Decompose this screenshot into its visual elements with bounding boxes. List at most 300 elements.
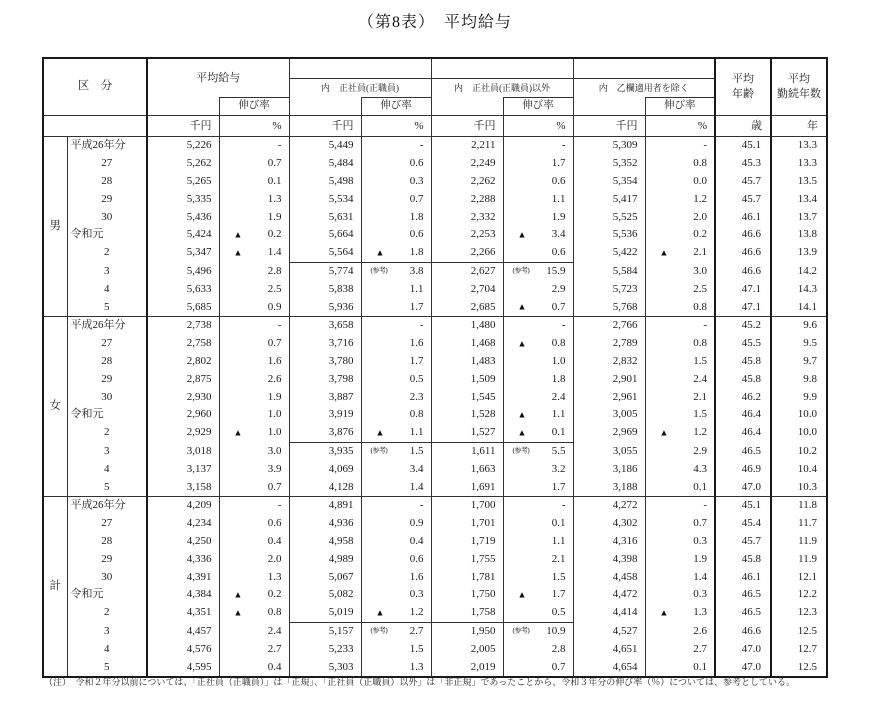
growth-rate-cell: [503, 478, 573, 496]
amount-cell: 5,347: [147, 244, 219, 262]
average-age-cell: 47.0: [715, 478, 771, 496]
table-row: [43, 586, 827, 604]
growth-rate-value: 1.1: [409, 282, 424, 295]
page-title: （第8表） 平均給与: [357, 14, 512, 31]
growth-rate-cell: [361, 370, 431, 388]
amount-cell: 1,527: [431, 424, 503, 442]
header-growth-rate-3: 伸び率: [503, 98, 573, 116]
amount-cell: 4,651: [573, 640, 645, 658]
group-label: 計: [43, 496, 67, 676]
amount-cell: 2,875: [147, 370, 219, 388]
header-open-cell: [289, 98, 361, 116]
growth-rate-value: -: [419, 499, 424, 512]
amount-cell: 4,576: [147, 640, 219, 658]
growth-rate-value: 1.7: [409, 354, 424, 367]
reference-mark: (参考): [512, 266, 530, 275]
growth-rate-value: 2.9: [551, 282, 566, 295]
amount-cell: 4,302: [573, 515, 645, 533]
header-growth-rate-1: 伸び率: [219, 98, 289, 116]
growth-rate-cell: [219, 388, 289, 406]
average-service-cell: 12.3: [771, 604, 827, 622]
unit-label: 千円: [147, 116, 219, 137]
growth-rate-cell: [503, 533, 573, 551]
growth-rate-cell: [361, 226, 431, 244]
growth-rate-value: 1.0: [267, 408, 282, 421]
negative-triangle-mark: ▲: [517, 589, 527, 600]
growth-rate-cell: [219, 460, 289, 478]
amount-cell: 3,055: [573, 442, 645, 460]
table-row: [43, 335, 827, 353]
growth-rate-value: -: [703, 499, 707, 512]
growth-rate-value: 1.7: [409, 300, 424, 313]
average-service-cell: 13.3: [771, 137, 827, 155]
growth-rate-value: 4.3: [693, 462, 707, 475]
amount-cell: 5,262: [147, 155, 219, 173]
year-cell: 28: [67, 533, 147, 551]
growth-rate-cell: [219, 424, 289, 442]
average-age-cell: 47.0: [715, 640, 771, 658]
header-gap-nonregular: [431, 58, 573, 79]
growth-rate-value: 1.1: [551, 408, 566, 421]
negative-triangle-mark: ▲: [233, 589, 243, 600]
growth-rate-value: 1.7: [551, 480, 566, 493]
average-service-cell: 11.9: [771, 533, 827, 551]
growth-rate-value: 0.6: [409, 228, 424, 241]
unit-label: %: [361, 116, 431, 137]
amount-cell: 4,654: [573, 658, 645, 677]
growth-rate-cell: [503, 388, 573, 406]
growth-rate-cell: [503, 335, 573, 353]
reference-mark: (参考): [370, 626, 388, 635]
amount-cell: 4,527: [573, 622, 645, 640]
growth-rate-cell: [503, 442, 573, 460]
year-cell: 令和元: [67, 406, 147, 424]
growth-rate-value: 3.0: [693, 264, 707, 277]
average-service-cell: 9.6: [771, 316, 827, 334]
year-cell: 平成26年分: [67, 496, 147, 514]
growth-rate-value: 2.4: [551, 390, 566, 403]
year-cell: 27: [67, 515, 147, 533]
growth-rate-cell: [361, 515, 431, 533]
growth-rate-cell: [219, 370, 289, 388]
amount-cell: 4,958: [289, 533, 361, 551]
reference-mark: (参考): [512, 446, 530, 455]
average-service-cell: 10.4: [771, 460, 827, 478]
average-service-cell: 11.8: [771, 496, 827, 514]
amount-cell: 5,534: [289, 190, 361, 208]
growth-rate-value: 2.8: [267, 264, 282, 277]
average-service-cell: 13.5: [771, 173, 827, 191]
table-row: [43, 353, 827, 371]
amount-cell: 2,738: [147, 316, 219, 334]
amount-cell: 2,253: [431, 226, 503, 244]
growth-rate-value: 1.3: [267, 192, 282, 205]
amount-cell: 2,930: [147, 388, 219, 406]
average-age-cell: 45.8: [715, 550, 771, 568]
table-row: [43, 442, 827, 460]
growth-rate-value: 2.6: [693, 624, 707, 637]
amount-cell: 5,633: [147, 280, 219, 298]
growth-rate-value: 0.0: [693, 174, 707, 187]
growth-rate-cell: [219, 604, 289, 622]
growth-rate-cell: [361, 353, 431, 371]
table-row: [43, 533, 827, 551]
growth-rate-cell: [645, 496, 715, 514]
growth-rate-value: 2.1: [693, 390, 707, 403]
growth-rate-cell: [361, 496, 431, 514]
growth-rate-cell: [645, 280, 715, 298]
header-gap-regular: [289, 58, 431, 79]
growth-rate-cell: [645, 460, 715, 478]
amount-cell: 4,989: [289, 550, 361, 568]
growth-rate-cell: [503, 173, 573, 191]
amount-cell: 5,496: [147, 262, 219, 280]
growth-rate-value: 0.1: [693, 480, 707, 493]
growth-rate-cell: [361, 262, 431, 280]
unit-label: 年: [771, 116, 827, 137]
growth-rate-value: 0.6: [551, 174, 566, 187]
growth-rate-value: 2.3: [409, 390, 424, 403]
average-age-cell: 45.5: [715, 335, 771, 353]
amount-cell: 1,781: [431, 568, 503, 586]
units-row: [43, 116, 827, 137]
growth-rate-cell: [219, 280, 289, 298]
average-service-cell: 12.5: [771, 622, 827, 640]
amount-cell: 2,211: [431, 137, 503, 155]
amount-cell: 4,414: [573, 604, 645, 622]
year-cell: 4: [67, 280, 147, 298]
amount-cell: 1,950: [431, 622, 503, 640]
growth-rate-cell: [219, 137, 289, 155]
average-age-cell: 45.3: [715, 155, 771, 173]
growth-rate-value: 3.9: [267, 462, 282, 475]
growth-rate-cell: [503, 622, 573, 640]
amount-cell: 1,611: [431, 442, 503, 460]
table-row: [43, 208, 827, 226]
year-cell: 30: [67, 208, 147, 226]
negative-triangle-mark: ▲: [233, 427, 243, 438]
amount-cell: 5,936: [289, 298, 361, 316]
amount-cell: 2,704: [431, 280, 503, 298]
growth-rate-value: 0.7: [551, 660, 566, 673]
growth-rate-value: 1.3: [693, 606, 707, 619]
average-service-cell: 11.7: [771, 515, 827, 533]
growth-rate-cell: [645, 604, 715, 622]
growth-rate-value: -: [419, 139, 424, 152]
amount-cell: 5,774: [289, 262, 361, 280]
average-service-cell: 12.2: [771, 586, 827, 604]
growth-rate-cell: [361, 280, 431, 298]
amount-cell: 5,484: [289, 155, 361, 173]
growth-rate-value: 0.8: [693, 300, 707, 313]
table-row: [43, 280, 827, 298]
average-age-cell: 45.8: [715, 353, 771, 371]
growth-rate-cell: [361, 622, 431, 640]
amount-cell: 2,960: [147, 406, 219, 424]
growth-rate-value: -: [703, 319, 707, 332]
growth-rate-value: 2.4: [693, 372, 707, 385]
growth-rate-value: 1.3: [409, 660, 424, 673]
average-age-cell: 45.2: [715, 316, 771, 334]
growth-rate-value: 1.6: [267, 354, 282, 367]
growth-rate-cell: [503, 640, 573, 658]
year-cell: 5: [67, 658, 147, 677]
growth-rate-value: 0.4: [267, 534, 282, 547]
growth-rate-cell: [503, 280, 573, 298]
amount-cell: 3,780: [289, 353, 361, 371]
growth-rate-value: -: [703, 139, 707, 152]
average-age-cell: 46.6: [715, 262, 771, 280]
average-age-cell: 46.5: [715, 442, 771, 460]
growth-rate-cell: [361, 137, 431, 155]
growth-rate-cell: [645, 586, 715, 604]
growth-rate-cell: [361, 586, 431, 604]
growth-rate-cell: [361, 406, 431, 424]
amount-cell: 4,272: [573, 496, 645, 514]
amount-cell: 5,436: [147, 208, 219, 226]
amount-cell: 1,758: [431, 604, 503, 622]
average-service-line1: 平均: [788, 73, 810, 86]
growth-rate-value: 0.9: [409, 517, 424, 530]
growth-rate-value: 1.7: [551, 157, 566, 170]
year-cell: 平成26年分: [67, 316, 147, 334]
growth-rate-value: 1.5: [693, 408, 707, 421]
table-row: [43, 550, 827, 568]
year-cell: 平成26年分: [67, 137, 147, 155]
year-cell: 2: [67, 244, 147, 262]
average-age-cell: 46.6: [715, 622, 771, 640]
growth-rate-value: 2.5: [267, 282, 282, 295]
growth-rate-cell: [645, 244, 715, 262]
growth-rate-value: 0.1: [693, 660, 707, 673]
header-open-cell: [573, 98, 645, 116]
growth-rate-cell: [645, 353, 715, 371]
growth-rate-value: 3.4: [409, 462, 424, 475]
average-service-cell: 10.0: [771, 424, 827, 442]
amount-cell: 1,750: [431, 586, 503, 604]
negative-triangle-mark: ▲: [517, 427, 527, 438]
growth-rate-value: 0.8: [693, 337, 707, 350]
amount-cell: 4,595: [147, 658, 219, 677]
amount-cell: 5,768: [573, 298, 645, 316]
growth-rate-value: 2.7: [409, 624, 424, 637]
amount-cell: 3,188: [573, 478, 645, 496]
average-age-cell: 45.1: [715, 496, 771, 514]
amount-cell: 5,584: [573, 262, 645, 280]
growth-rate-cell: [645, 550, 715, 568]
amount-cell: 4,458: [573, 568, 645, 586]
growth-rate-value: 1.9: [267, 210, 282, 223]
growth-rate-cell: [645, 533, 715, 551]
growth-rate-value: 2.1: [551, 552, 566, 565]
growth-rate-value: 1.9: [267, 390, 282, 403]
growth-rate-value: 0.3: [693, 534, 707, 547]
amount-cell: 1,480: [431, 316, 503, 334]
year-cell: 2: [67, 424, 147, 442]
average-service-cell: 13.7: [771, 208, 827, 226]
growth-rate-value: 1.2: [693, 426, 707, 439]
amount-cell: 5,631: [289, 208, 361, 226]
growth-rate-value: 1.1: [551, 192, 566, 205]
negative-triangle-mark: ▲: [375, 607, 385, 618]
growth-rate-cell: [361, 335, 431, 353]
amount-cell: 3,935: [289, 442, 361, 460]
amount-cell: 5,422: [573, 244, 645, 262]
growth-rate-cell: [503, 550, 573, 568]
year-cell: 30: [67, 568, 147, 586]
growth-rate-cell: [219, 208, 289, 226]
growth-rate-value: 1.2: [409, 606, 424, 619]
growth-rate-cell: [503, 298, 573, 316]
growth-rate-value: 1.8: [409, 210, 424, 223]
table-row: [43, 460, 827, 478]
amount-cell: 3,158: [147, 478, 219, 496]
growth-rate-cell: [219, 442, 289, 460]
amount-cell: 2,627: [431, 262, 503, 280]
growth-rate-value: 0.8: [551, 337, 566, 350]
amount-cell: 5,082: [289, 586, 361, 604]
growth-rate-value: -: [277, 139, 282, 152]
average-age-cell: 47.1: [715, 298, 771, 316]
growth-rate-cell: [645, 388, 715, 406]
amount-cell: 1,755: [431, 550, 503, 568]
growth-rate-cell: [219, 550, 289, 568]
year-cell: 令和元: [67, 586, 147, 604]
growth-rate-cell: [503, 208, 573, 226]
growth-rate-value: 1.3: [267, 570, 282, 583]
year-cell: 4: [67, 460, 147, 478]
growth-rate-value: 15.9: [546, 264, 566, 277]
amount-cell: 3,005: [573, 406, 645, 424]
growth-rate-cell: [361, 604, 431, 622]
amount-cell: 4,384: [147, 586, 219, 604]
growth-rate-value: 1.5: [409, 642, 424, 655]
average-service-cell: 14.2: [771, 262, 827, 280]
growth-rate-cell: [503, 316, 573, 334]
average-service-cell: 12.5: [771, 658, 827, 677]
amount-cell: 2,929: [147, 424, 219, 442]
amount-cell: 4,472: [573, 586, 645, 604]
growth-rate-cell: [361, 190, 431, 208]
growth-rate-value: -: [277, 499, 282, 512]
growth-rate-value: 2.1: [693, 246, 707, 259]
amount-cell: 2,758: [147, 335, 219, 353]
salary-table: [42, 57, 828, 678]
amount-cell: 2,901: [573, 370, 645, 388]
average-age-cell: 45.7: [715, 533, 771, 551]
salary-table-wrapper: [42, 57, 828, 678]
amount-cell: 5,019: [289, 604, 361, 622]
negative-triangle-mark: ▲: [659, 607, 669, 618]
negative-triangle-mark: ▲: [233, 247, 243, 258]
amount-cell: 2,332: [431, 208, 503, 226]
average-age-cell: 46.2: [715, 388, 771, 406]
growth-rate-value: 0.6: [267, 517, 282, 530]
growth-rate-cell: [219, 568, 289, 586]
negative-triangle-mark: ▲: [233, 229, 243, 240]
growth-rate-cell: [645, 190, 715, 208]
amount-cell: 3,186: [573, 460, 645, 478]
growth-rate-cell: [361, 478, 431, 496]
growth-rate-value: 0.3: [409, 588, 424, 601]
growth-rate-cell: [645, 262, 715, 280]
unit-label: %: [503, 116, 573, 137]
growth-rate-value: 0.1: [267, 174, 282, 187]
growth-rate-cell: [361, 155, 431, 173]
year-cell: 28: [67, 353, 147, 371]
growth-rate-cell: [219, 244, 289, 262]
growth-rate-value: 0.8: [693, 157, 707, 170]
header-average-salary: 平均給与: [196, 71, 241, 84]
growth-rate-cell: [503, 424, 573, 442]
growth-rate-value: 0.1: [551, 517, 566, 530]
negative-triangle-mark: ▲: [517, 338, 527, 349]
growth-rate-value: 0.6: [551, 246, 566, 259]
growth-rate-cell: [503, 353, 573, 371]
year-cell: 3: [67, 442, 147, 460]
growth-rate-value: 1.1: [409, 426, 424, 439]
average-service-cell: 9.9: [771, 388, 827, 406]
average-age-cell: 47.0: [715, 658, 771, 677]
unit-label: %: [645, 116, 715, 137]
amount-cell: 2,969: [573, 424, 645, 442]
growth-rate-value: 2.0: [693, 210, 707, 223]
amount-cell: 4,250: [147, 533, 219, 551]
growth-rate-value: -: [561, 319, 566, 332]
growth-rate-cell: [219, 298, 289, 316]
growth-rate-cell: [503, 155, 573, 173]
amount-cell: 2,266: [431, 244, 503, 262]
negative-triangle-mark: ▲: [517, 229, 527, 240]
amount-cell: 2,685: [431, 298, 503, 316]
footnote: （注） 令和２年分以前については、「正社員（正職員）」は「正規」、「正社員（正職員）以外」は「非正規」であったことから、令和３年分の伸び率（％）については、参考としている。: [44, 677, 796, 687]
growth-rate-value: -: [277, 319, 282, 332]
negative-triangle-mark: ▲: [375, 247, 385, 258]
growth-rate-value: 1.2: [693, 192, 707, 205]
average-service-cell: 12.1: [771, 568, 827, 586]
growth-rate-cell: [219, 262, 289, 280]
year-cell: 30: [67, 388, 147, 406]
table-row: [43, 226, 827, 244]
growth-rate-value: 2.9: [693, 444, 707, 457]
header-kubun: 区 分: [43, 58, 147, 116]
growth-rate-cell: [361, 550, 431, 568]
growth-rate-value: 1.8: [551, 372, 566, 385]
average-age-cell: 45.1: [715, 137, 771, 155]
average-age-cell: 47.1: [715, 280, 771, 298]
growth-rate-cell: [645, 442, 715, 460]
growth-rate-value: -: [561, 139, 566, 152]
amount-cell: 4,351: [147, 604, 219, 622]
growth-rate-cell: [219, 353, 289, 371]
growth-rate-value: 0.6: [409, 157, 424, 170]
growth-rate-value: 1.5: [551, 570, 566, 583]
growth-rate-value: 2.5: [693, 282, 707, 295]
growth-rate-cell: [503, 244, 573, 262]
growth-rate-value: 2.8: [551, 642, 566, 655]
amount-cell: 4,209: [147, 496, 219, 514]
table-row: [43, 262, 827, 280]
growth-rate-value: 0.9: [267, 300, 282, 313]
growth-rate-cell: [219, 515, 289, 533]
growth-rate-cell: [219, 226, 289, 244]
growth-rate-value: 3.2: [551, 462, 566, 475]
table-row: [43, 388, 827, 406]
amount-cell: 2,249: [431, 155, 503, 173]
year-cell: 4: [67, 640, 147, 658]
amount-cell: 5,664: [289, 226, 361, 244]
group-label: 男: [43, 137, 67, 317]
